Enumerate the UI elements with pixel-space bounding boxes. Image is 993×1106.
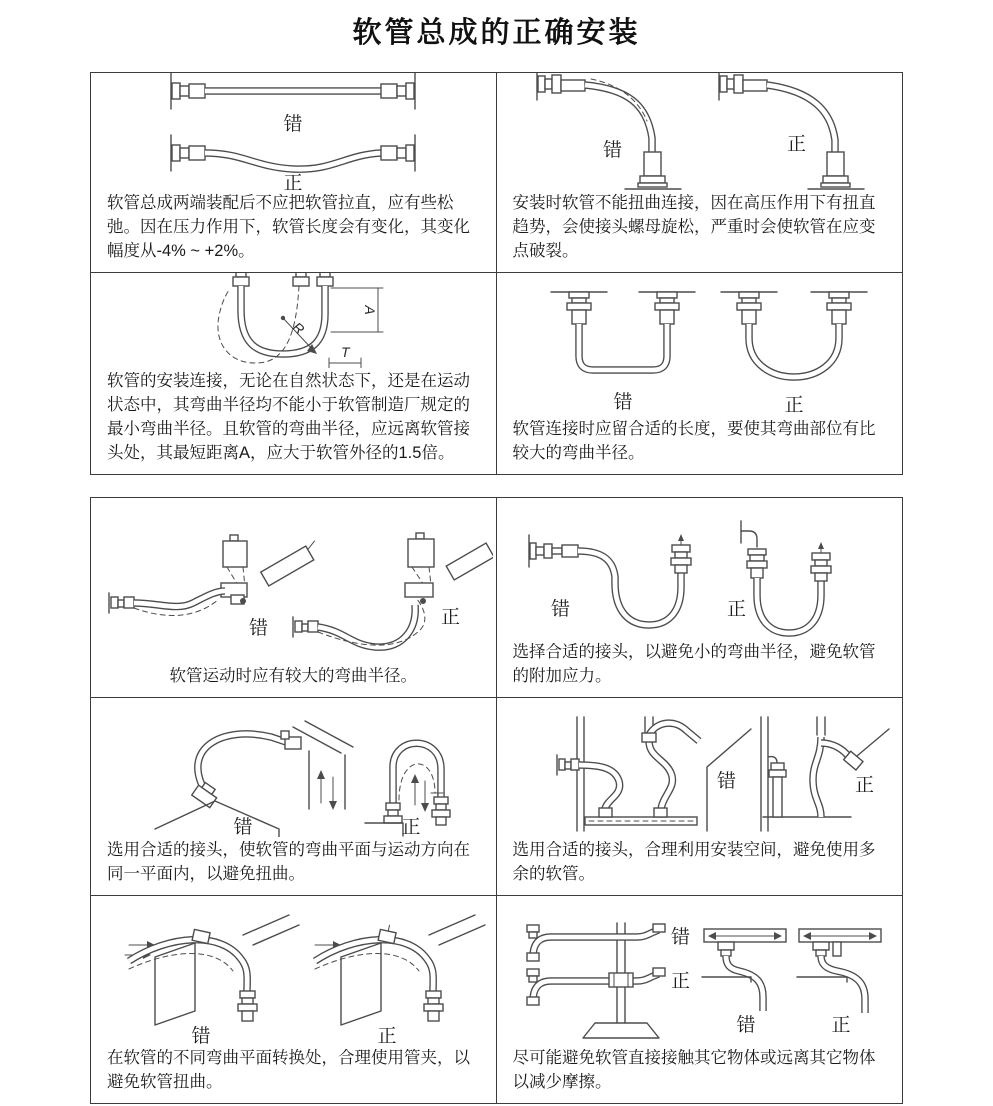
right-example	[365, 743, 450, 837]
dim-r-label: R	[289, 319, 308, 338]
table-bottom	[90, 497, 903, 1104]
cell-caption: 选择合适的接头，以避免小的弯曲半径，避免软管的附加应力。	[512, 643, 876, 686]
wrong-label: 错	[603, 140, 623, 162]
illustration-fitting-choice	[499, 511, 899, 639]
cell-use-clamp	[91, 896, 497, 1103]
illustration-twist	[499, 73, 899, 190]
cell-avoid-friction	[497, 896, 903, 1103]
right-label: 正	[441, 607, 461, 629]
right-label: 正	[727, 599, 747, 621]
wrong-label: 错	[717, 771, 737, 793]
illustration-bend-radius	[93, 273, 493, 368]
cell-caption: 选用合适的接头，合理利用安装空间，避免使用多余的软管。	[512, 841, 876, 884]
wrong-label: 错	[613, 392, 633, 414]
right-label: 正	[377, 1026, 397, 1046]
right-example	[727, 521, 831, 633]
cell-caption: 软管的安装连接，无论在自然状态下，还是在运动状态中，其弯曲半径均不能小于软管制造厂规定的最小弯曲半径。且软管的弯曲半径，应远离软管接头处，其最短距离A，应大于软管外径的1.5倍。	[107, 372, 470, 463]
dim-a-label: A	[362, 305, 379, 315]
wrong-example	[537, 73, 681, 189]
cell-caption: 在软管的不同弯曲平面转换处，合理使用管夹，以避免软管扭曲。	[107, 1049, 470, 1092]
wrong-label: 错	[283, 114, 303, 136]
right-label: 正	[671, 971, 691, 993]
wrong-label: 错	[551, 599, 571, 621]
cell-caption: 选用合适的接头，使软管的弯曲平面与运动方向在同一平面内，以避免扭曲。	[107, 841, 470, 884]
cell-min-bend-radius	[91, 273, 497, 474]
wrong-example	[557, 717, 751, 831]
dim-t-label: T	[341, 344, 350, 361]
illustration-install-space	[499, 705, 899, 837]
page-title: 软管总成的正确安装	[352, 17, 641, 49]
right-example	[171, 135, 415, 190]
right-label: 正	[283, 173, 303, 191]
wrong-example	[109, 535, 322, 639]
wrong-example	[125, 915, 299, 1045]
right-example	[761, 717, 889, 831]
right-label: 正	[855, 775, 875, 797]
right-example	[721, 292, 867, 416]
cell-install-space	[497, 698, 903, 896]
dimension-A	[331, 288, 383, 332]
illustration-avoid-contact	[499, 905, 899, 1045]
wrong-label: 错	[671, 927, 691, 949]
illustration-u-bends	[499, 280, 899, 416]
illustration-straight-vs-slack	[93, 73, 493, 190]
sliding-right-example	[797, 929, 881, 1036]
table-top	[90, 72, 903, 475]
illustration-moving-hose	[93, 531, 493, 663]
right-label: 正	[784, 395, 804, 417]
wrong-label: 错	[736, 1015, 756, 1037]
illustration-clamp	[93, 905, 493, 1045]
cell-no-twist	[497, 73, 903, 273]
cell-motion-radius	[91, 498, 497, 698]
cell-no-stretch	[91, 73, 497, 273]
right-label: 正	[831, 1015, 851, 1037]
dimension-R	[281, 316, 317, 354]
cell-caption: 软管运动时应有较大的弯曲半径。	[169, 667, 417, 686]
dimension-T	[329, 344, 361, 368]
cell-caption: 软管总成两端装配后不应把软管拉直，应有些松弛。因在压力作用下，软管长度会有变化，其变化幅度从-4% ~ +2%。	[107, 194, 470, 261]
cell-caption: 尽可能避免软管直接接触其它物体或远离其它物体以减少摩擦。	[512, 1049, 876, 1092]
right-example	[719, 73, 864, 189]
sliding-wrong-example	[702, 929, 786, 1036]
cell-proper-fitting	[497, 498, 903, 698]
wrong-example	[529, 534, 691, 625]
right-example	[315, 915, 485, 1045]
wrong-example	[155, 721, 353, 837]
wrong-label: 错	[233, 817, 253, 838]
cell-caption: 软管连接时应留合适的长度，要使其弯曲部位有比较大的弯曲半径。	[512, 420, 876, 463]
right-label: 正	[787, 134, 807, 156]
wrong-example	[171, 73, 415, 135]
wrong-label: 错	[249, 618, 269, 640]
cell-suitable-length	[497, 273, 903, 474]
wrong-label: 错	[191, 1026, 211, 1046]
cell-caption: 安装时软管不能扭曲连接，因在高压作用下有扭直趋势，会使接头螺母旋松，严重时会使软管在应变点破裂。	[512, 194, 876, 261]
illustration-bend-plane	[93, 705, 493, 837]
hose-drawing	[218, 273, 333, 363]
wrong-example	[551, 292, 695, 413]
right-example	[293, 533, 493, 647]
cell-bend-plane	[91, 698, 497, 896]
stand-examples	[527, 923, 690, 1038]
right-label: 正	[401, 817, 421, 838]
